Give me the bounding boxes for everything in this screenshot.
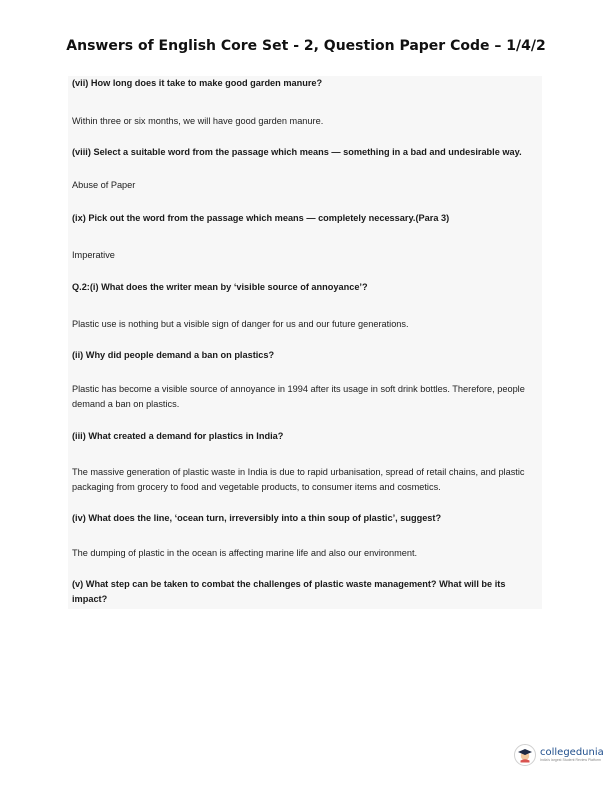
answer-iv: The dumping of plastic in the ocean is affecting marine life and also our environment. bbox=[72, 548, 418, 558]
question-v: (v) What step can be taken to combat the challenges of plastic waste management? What will be its impact? bbox=[72, 579, 506, 604]
qa-content bbox=[68, 76, 542, 609]
question-viii: (viii) Select a suitable word from the passage which means — something in a bad and undesirable way. bbox=[72, 147, 522, 157]
answer-iii: The massive generation of plastic waste in India is due to rapid urbanisation, spread of retail chains, and plastic packaging from grocery to food and vegetable products, to consumer items and cosmetics. bbox=[72, 467, 525, 492]
answer-viii: Abuse of Paper bbox=[72, 180, 136, 190]
question-q2-i: Q.2:(i) What does the writer mean by ‘visible source of annoyance’? bbox=[72, 282, 368, 292]
graduate-cap-icon bbox=[514, 744, 536, 766]
question-vii: (vii) How long does it take to make good garden manure? bbox=[72, 78, 323, 88]
logo-name: collegedunia bbox=[540, 746, 604, 758]
question-iii: (iii) What created a demand for plastics in India? bbox=[72, 431, 284, 441]
logo-tagline: India's largest Student Review Platform bbox=[540, 757, 601, 762]
page-title: Answers of English Core Set - 2, Question Paper Code – 1/4/2 bbox=[66, 38, 546, 54]
collegedunia-logo bbox=[514, 740, 604, 770]
answer-vii: Within three or six months, we will have good garden manure. bbox=[72, 116, 324, 126]
question-iv: (iv) What does the line, ‘ocean turn, irreversibly into a thin soup of plastic’, suggest? bbox=[72, 513, 442, 523]
answer-ix: Imperative bbox=[72, 250, 115, 260]
answer-ii: Plastic has become a visible source of annoyance in 1994 after its usage in soft drink bottles. Therefore, people demand a ban on plastics. bbox=[72, 384, 525, 409]
question-ix: (ix) Pick out the word from the passage which means — completely necessary.(Para 3) bbox=[72, 213, 450, 223]
question-ii: (ii) Why did people demand a ban on plastics? bbox=[72, 350, 275, 360]
answer-q2-i: Plastic use is nothing but a visible sign of danger for us and our future generations. bbox=[72, 319, 409, 329]
